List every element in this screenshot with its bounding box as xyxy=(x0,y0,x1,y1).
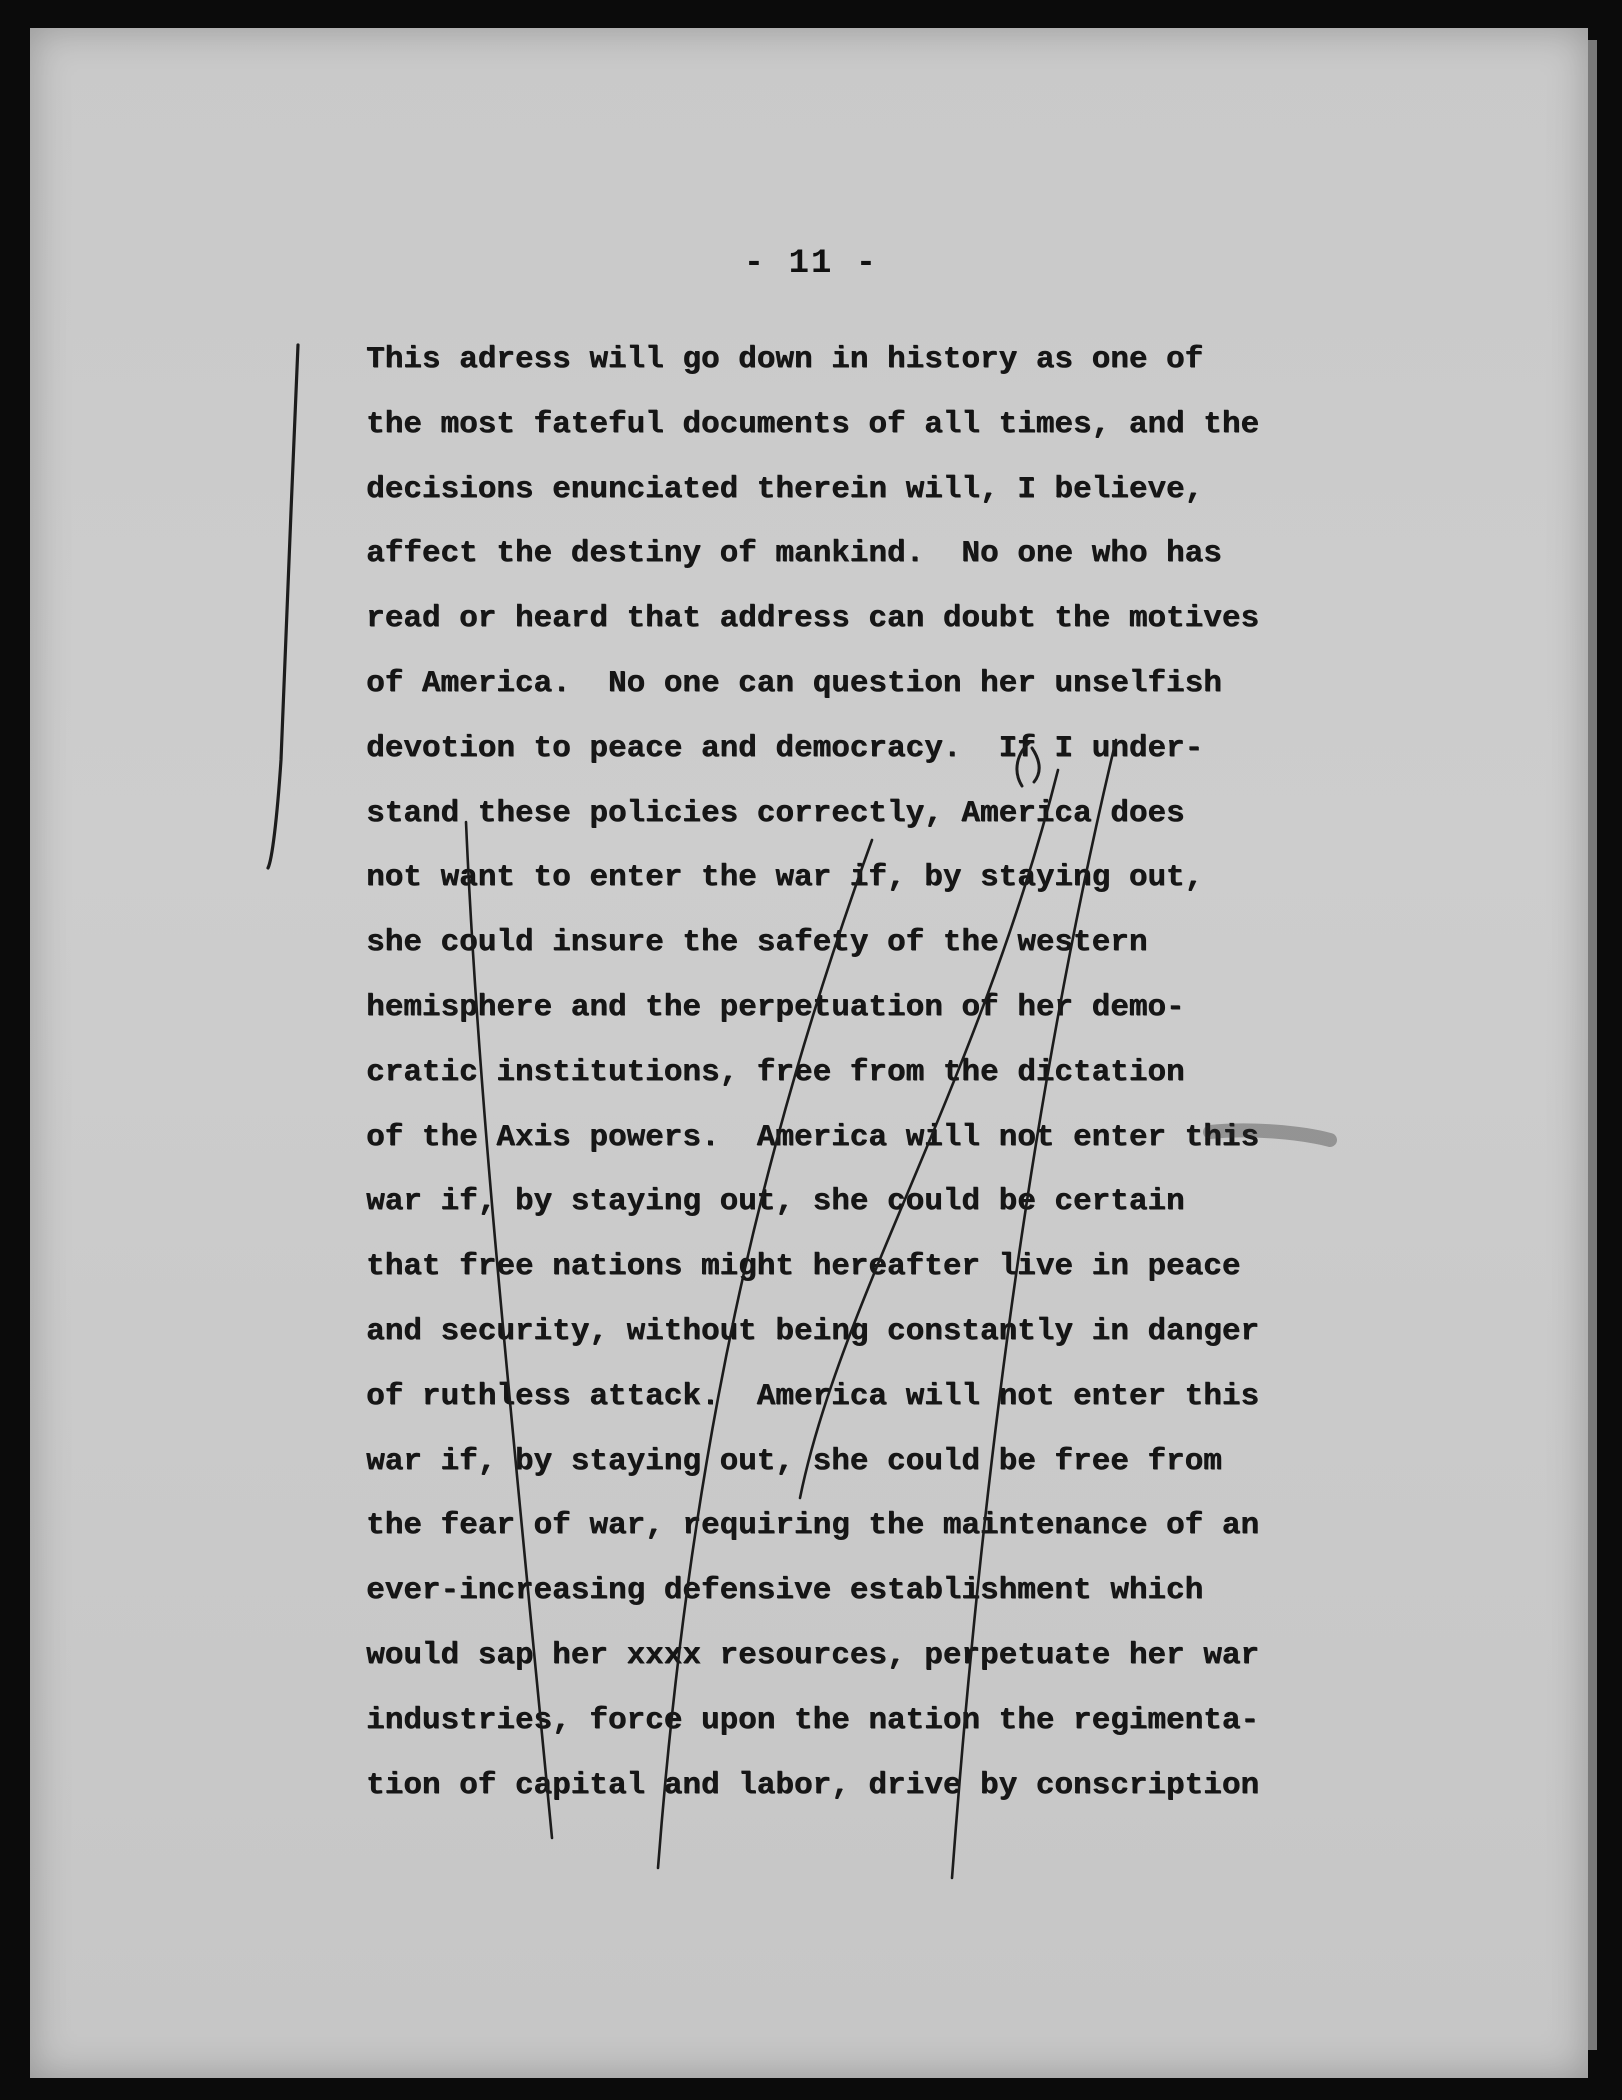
text-line: tion of capital and labor, drive by conscription xyxy=(366,1767,1259,1803)
text-line: ever-increasing defensive establishment which xyxy=(366,1573,1204,1609)
text-line: war if, by staying out, she could be certain xyxy=(366,1184,1185,1220)
text-line: stand these policies correctly, America does xyxy=(366,795,1185,831)
text-line: of America. No one can question her unselfish xyxy=(366,665,1222,701)
text-line: the most fateful documents of all times, and the xyxy=(366,406,1259,442)
text-line: would sap her xxxx resources, perpetuate her war xyxy=(366,1637,1259,1673)
text-line: of the Axis powers. America will not enter this xyxy=(366,1119,1259,1155)
text-line: cratic institutions, free from the dictation xyxy=(366,1054,1185,1090)
text-line: decisions enunciated therein will, I believe, xyxy=(366,471,1204,507)
text-line: and security, without being constantly in danger xyxy=(366,1313,1259,1349)
page-number: - 11 - xyxy=(743,245,879,283)
text-line: she could insure the safety of the western xyxy=(366,925,1148,961)
text-line: This adress will go down in history as one of xyxy=(366,342,1204,377)
text-line: the fear of war, requiring the maintenance of an xyxy=(366,1508,1259,1544)
text-line: hemisphere and the perpetuation of her demo- xyxy=(366,989,1185,1025)
text-line: industries, force upon the nation the regimenta- xyxy=(366,1702,1259,1738)
text-line: devotion to peace and democracy. If I under- xyxy=(366,730,1204,766)
text-line: affect the destiny of mankind. No one who has xyxy=(366,536,1222,572)
typed-text-body xyxy=(366,335,1306,1825)
text-line: not want to enter the war if, by staying out, xyxy=(366,860,1204,896)
text-line: read or heard that address can doubt the motives xyxy=(366,601,1259,637)
text-line: of ruthless attack. America will not enter this xyxy=(366,1378,1259,1414)
text-line: that free nations might hereafter live in peace xyxy=(366,1249,1241,1285)
text-line: war if, by staying out, she could be free from xyxy=(366,1443,1222,1479)
